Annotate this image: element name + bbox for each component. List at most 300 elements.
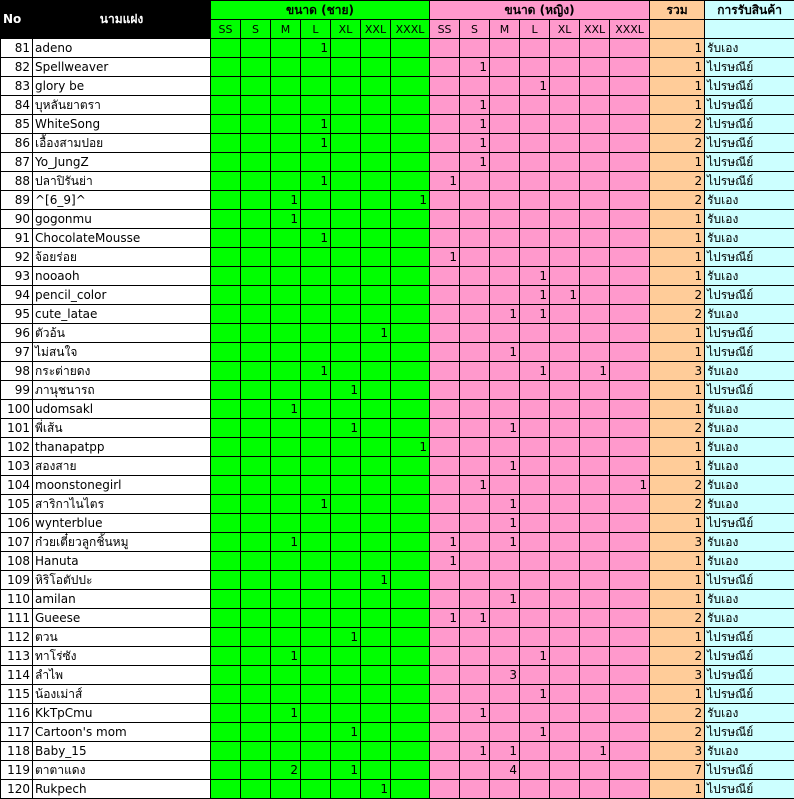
female-size-cell[interactable] (550, 191, 580, 210)
male-size-cell[interactable] (391, 400, 430, 419)
female-size-cell[interactable] (430, 153, 460, 172)
pickup-method-cell[interactable]: ไปรษณีย์ (705, 628, 794, 647)
female-size-cell[interactable] (460, 362, 490, 381)
male-size-cell[interactable] (211, 457, 241, 476)
male-size-cell[interactable] (301, 343, 331, 362)
female-size-cell[interactable]: 1 (460, 476, 490, 495)
female-size-cell[interactable] (580, 685, 610, 704)
male-size-cell[interactable] (301, 571, 331, 590)
male-size-cell[interactable] (241, 134, 271, 153)
female-size-cell[interactable] (490, 704, 520, 723)
male-size-cell[interactable] (391, 305, 430, 324)
female-size-cell[interactable] (610, 647, 650, 666)
female-size-cell[interactable] (520, 191, 550, 210)
female-size-cell[interactable] (430, 647, 460, 666)
male-size-cell[interactable] (301, 324, 331, 343)
male-size-s-header[interactable]: S (241, 20, 271, 39)
female-size-cell[interactable] (550, 248, 580, 267)
female-size-cell[interactable] (610, 666, 650, 685)
alias-cell[interactable]: ไม่สนใจ (33, 343, 211, 362)
pickup-method-cell[interactable]: ไปรษณีย์ (705, 761, 794, 780)
female-size-cell[interactable] (460, 400, 490, 419)
male-size-cell[interactable] (301, 666, 331, 685)
male-size-cell[interactable] (241, 704, 271, 723)
male-size-cell[interactable] (361, 153, 391, 172)
male-size-cell[interactable] (331, 514, 361, 533)
female-size-cell[interactable] (550, 381, 580, 400)
male-size-cell[interactable] (331, 324, 361, 343)
female-size-cell[interactable] (550, 666, 580, 685)
female-size-cell[interactable] (520, 400, 550, 419)
alias-cell[interactable]: เอื้องสามปอย (33, 134, 211, 153)
male-size-cell[interactable]: 1 (361, 780, 391, 799)
female-size-cell[interactable] (460, 723, 490, 742)
female-size-cell[interactable] (430, 362, 460, 381)
pickup-method-cell[interactable]: ไปรษณีย์ (705, 685, 794, 704)
male-size-cell[interactable] (391, 685, 430, 704)
male-size-cell[interactable] (391, 324, 430, 343)
alias-cell[interactable]: Hanuta (33, 552, 211, 571)
male-size-cell[interactable] (271, 438, 301, 457)
alias-cell[interactable]: Baby_15 (33, 742, 211, 761)
female-size-cell[interactable] (490, 381, 520, 400)
male-size-cell[interactable] (391, 514, 430, 533)
row-number-cell[interactable]: 102 (1, 438, 33, 457)
row-number-cell[interactable]: 86 (1, 134, 33, 153)
no-header[interactable]: No (1, 1, 33, 39)
female-size-cell[interactable] (430, 305, 460, 324)
female-size-cell[interactable] (610, 419, 650, 438)
total-cell[interactable]: 1 (650, 685, 705, 704)
female-size-cell[interactable] (610, 248, 650, 267)
female-size-cell[interactable] (430, 267, 460, 286)
male-size-cell[interactable] (391, 628, 430, 647)
total-cell[interactable]: 1 (650, 514, 705, 533)
female-size-cell[interactable] (430, 229, 460, 248)
female-size-cell[interactable] (430, 39, 460, 58)
male-size-cell[interactable] (241, 590, 271, 609)
female-size-cell[interactable] (520, 780, 550, 799)
female-size-cell[interactable] (610, 77, 650, 96)
male-size-cell[interactable] (331, 438, 361, 457)
female-size-cell[interactable] (580, 248, 610, 267)
total-cell[interactable]: 1 (650, 267, 705, 286)
male-size-cell[interactable] (301, 685, 331, 704)
male-size-cell[interactable] (241, 495, 271, 514)
female-size-cell[interactable] (460, 533, 490, 552)
female-size-cell[interactable] (550, 172, 580, 191)
female-size-cell[interactable] (490, 571, 520, 590)
female-size-cell[interactable] (520, 761, 550, 780)
male-size-cell[interactable] (241, 324, 271, 343)
row-number-cell[interactable]: 89 (1, 191, 33, 210)
male-size-cell[interactable]: 1 (301, 229, 331, 248)
total-cell[interactable]: 2 (650, 134, 705, 153)
male-size-cell[interactable] (361, 628, 391, 647)
male-size-cell[interactable] (211, 685, 241, 704)
pickup-method-cell[interactable]: ไปรษณีย์ (705, 647, 794, 666)
male-size-cell[interactable] (271, 381, 301, 400)
male-size-cell[interactable] (391, 609, 430, 628)
row-number-cell[interactable]: 110 (1, 590, 33, 609)
male-size-cell[interactable] (391, 571, 430, 590)
male-size-cell[interactable] (241, 533, 271, 552)
alias-cell[interactable]: ลำไพ (33, 666, 211, 685)
male-size-cell[interactable] (271, 324, 301, 343)
female-size-cell[interactable]: 1 (490, 419, 520, 438)
female-size-cell[interactable] (580, 590, 610, 609)
female-size-cell[interactable] (430, 96, 460, 115)
male-size-cell[interactable] (361, 438, 391, 457)
alias-cell[interactable]: nooaoh (33, 267, 211, 286)
male-size-cell[interactable]: 1 (301, 172, 331, 191)
female-size-cell[interactable] (490, 723, 520, 742)
female-size-cell[interactable] (490, 134, 520, 153)
male-size-cell[interactable] (211, 704, 241, 723)
male-size-xl-header[interactable]: XL (331, 20, 361, 39)
female-size-cell[interactable]: 1 (520, 286, 550, 305)
alias-cell[interactable]: ตวน (33, 628, 211, 647)
alias-cell[interactable]: ตาตาแดง (33, 761, 211, 780)
male-size-cell[interactable] (361, 96, 391, 115)
male-size-ss-header[interactable]: SS (211, 20, 241, 39)
female-size-cell[interactable] (430, 400, 460, 419)
female-size-cell[interactable] (520, 229, 550, 248)
female-size-cell[interactable]: 4 (490, 761, 520, 780)
male-size-cell[interactable]: 1 (331, 419, 361, 438)
female-size-cell[interactable] (550, 39, 580, 58)
female-size-cell[interactable] (520, 514, 550, 533)
total-cell[interactable]: 1 (650, 780, 705, 799)
male-size-cell[interactable] (211, 39, 241, 58)
alias-cell[interactable]: Cartoon's mom (33, 723, 211, 742)
female-size-cell[interactable] (460, 305, 490, 324)
total-cell[interactable]: 1 (650, 571, 705, 590)
male-size-cell[interactable] (331, 685, 361, 704)
female-size-cell[interactable] (430, 628, 460, 647)
male-size-cell[interactable] (361, 39, 391, 58)
total-header[interactable]: รวม (650, 1, 705, 20)
female-size-cell[interactable] (430, 438, 460, 457)
female-size-xl-header[interactable]: XL (550, 20, 580, 39)
male-size-cell[interactable] (271, 742, 301, 761)
female-size-cell[interactable] (550, 115, 580, 134)
alias-cell[interactable]: moonstonegirl (33, 476, 211, 495)
female-size-cell[interactable] (610, 58, 650, 77)
male-size-cell[interactable] (211, 229, 241, 248)
alias-cell[interactable]: ตัวอ้น (33, 324, 211, 343)
female-size-cell[interactable] (550, 552, 580, 571)
male-size-cell[interactable] (211, 495, 241, 514)
female-size-cell[interactable] (520, 438, 550, 457)
female-size-cell[interactable] (430, 286, 460, 305)
male-size-cell[interactable] (301, 704, 331, 723)
male-size-cell[interactable] (301, 609, 331, 628)
male-size-cell[interactable] (241, 685, 271, 704)
male-size-cell[interactable] (391, 647, 430, 666)
male-size-cell[interactable] (211, 305, 241, 324)
male-size-cell[interactable] (271, 457, 301, 476)
female-size-cell[interactable] (520, 115, 550, 134)
female-size-cell[interactable] (430, 666, 460, 685)
male-size-cell[interactable] (271, 267, 301, 286)
male-size-cell[interactable]: 1 (301, 495, 331, 514)
male-size-cell[interactable] (391, 343, 430, 362)
male-size-cell[interactable] (241, 742, 271, 761)
female-size-cell[interactable]: 1 (490, 457, 520, 476)
male-size-cell[interactable] (211, 438, 241, 457)
male-size-cell[interactable] (391, 210, 430, 229)
female-size-cell[interactable] (430, 495, 460, 514)
female-size-cell[interactable] (610, 495, 650, 514)
male-size-cell[interactable] (241, 628, 271, 647)
male-size-cell[interactable] (271, 286, 301, 305)
female-size-cell[interactable] (490, 609, 520, 628)
male-size-cell[interactable] (331, 571, 361, 590)
female-size-cell[interactable] (580, 647, 610, 666)
female-size-cell[interactable] (520, 381, 550, 400)
pickup-method-cell[interactable]: รับเอง (705, 419, 794, 438)
female-size-cell[interactable] (550, 647, 580, 666)
alias-cell[interactable]: ^[6_9]^ (33, 191, 211, 210)
pickup-method-cell[interactable]: รับเอง (705, 305, 794, 324)
female-size-cell[interactable] (580, 134, 610, 153)
female-size-cell[interactable] (520, 742, 550, 761)
male-size-cell[interactable] (391, 58, 430, 77)
pickup-method-cell[interactable]: รับเอง (705, 533, 794, 552)
pickup-method-cell[interactable]: ไปรษณีย์ (705, 77, 794, 96)
female-size-cell[interactable] (490, 58, 520, 77)
total-cell[interactable]: 1 (650, 381, 705, 400)
female-size-cell[interactable] (490, 96, 520, 115)
male-size-cell[interactable] (301, 628, 331, 647)
female-size-cell[interactable] (490, 39, 520, 58)
alias-cell[interactable]: บุหลันยาตรา (33, 96, 211, 115)
male-size-cell[interactable] (331, 210, 361, 229)
female-size-cell[interactable] (580, 210, 610, 229)
male-size-cell[interactable] (211, 77, 241, 96)
male-size-cell[interactable] (361, 115, 391, 134)
male-size-cell[interactable] (211, 248, 241, 267)
male-size-cell[interactable] (391, 267, 430, 286)
female-size-cell[interactable] (430, 115, 460, 134)
female-size-cell[interactable] (520, 419, 550, 438)
male-size-cell[interactable] (241, 96, 271, 115)
female-size-cell[interactable]: 1 (430, 172, 460, 191)
row-number-cell[interactable]: 94 (1, 286, 33, 305)
male-size-cell[interactable] (361, 267, 391, 286)
male-size-cell[interactable] (361, 286, 391, 305)
row-number-cell[interactable]: 106 (1, 514, 33, 533)
pickup-method-cell[interactable]: ไปรษณีย์ (705, 248, 794, 267)
alias-cell[interactable]: หิริโอตัปปะ (33, 571, 211, 590)
female-size-header[interactable]: ขนาด (หญิง) (430, 1, 650, 20)
female-size-cell[interactable] (550, 134, 580, 153)
male-size-cell[interactable] (361, 400, 391, 419)
female-size-cell[interactable] (520, 552, 550, 571)
male-size-cell[interactable] (391, 780, 430, 799)
alias-cell[interactable]: สองสาย (33, 457, 211, 476)
male-size-cell[interactable] (331, 77, 361, 96)
male-size-cell[interactable] (211, 476, 241, 495)
male-size-cell[interactable] (331, 362, 361, 381)
male-size-cell[interactable] (211, 191, 241, 210)
female-size-cell[interactable] (610, 761, 650, 780)
male-size-cell[interactable] (271, 419, 301, 438)
male-size-cell[interactable] (241, 248, 271, 267)
male-size-cell[interactable] (391, 533, 430, 552)
male-size-cell[interactable] (211, 514, 241, 533)
female-size-cell[interactable] (520, 343, 550, 362)
female-size-cell[interactable] (520, 134, 550, 153)
female-size-cell[interactable]: 1 (430, 552, 460, 571)
row-number-cell[interactable]: 117 (1, 723, 33, 742)
male-size-cell[interactable] (391, 419, 430, 438)
female-size-cell[interactable] (490, 362, 520, 381)
female-size-cell[interactable]: 1 (490, 305, 520, 324)
male-size-cell[interactable] (271, 723, 301, 742)
male-size-cell[interactable] (331, 590, 361, 609)
alias-cell[interactable]: amilan (33, 590, 211, 609)
female-size-cell[interactable] (550, 742, 580, 761)
female-size-cell[interactable] (580, 96, 610, 115)
female-size-cell[interactable] (520, 666, 550, 685)
male-size-cell[interactable] (211, 381, 241, 400)
male-size-cell[interactable] (301, 761, 331, 780)
female-size-cell[interactable] (490, 400, 520, 419)
female-size-cell[interactable] (580, 286, 610, 305)
male-size-cell[interactable] (241, 780, 271, 799)
pickup-method-cell[interactable]: รับเอง (705, 362, 794, 381)
male-size-cell[interactable] (331, 153, 361, 172)
female-size-cell[interactable] (430, 723, 460, 742)
female-size-cell[interactable] (430, 590, 460, 609)
female-size-cell[interactable] (550, 77, 580, 96)
female-size-cell[interactable] (490, 229, 520, 248)
male-size-cell[interactable] (271, 96, 301, 115)
female-size-cell[interactable] (550, 438, 580, 457)
alias-cell[interactable]: สาริกาไนไตร (33, 495, 211, 514)
male-size-cell[interactable]: 1 (271, 647, 301, 666)
total-cell[interactable]: 1 (650, 628, 705, 647)
female-size-cell[interactable]: 1 (490, 533, 520, 552)
female-size-cell[interactable] (580, 267, 610, 286)
male-size-cell[interactable]: 1 (331, 723, 361, 742)
pickup-method-cell[interactable]: รับเอง (705, 704, 794, 723)
male-size-cell[interactable] (361, 666, 391, 685)
female-size-cell[interactable] (580, 609, 610, 628)
male-size-cell[interactable] (301, 780, 331, 799)
male-size-cell[interactable] (361, 381, 391, 400)
male-size-cell[interactable] (211, 400, 241, 419)
male-size-cell[interactable] (241, 77, 271, 96)
male-size-l-header[interactable]: L (301, 20, 331, 39)
total-cell[interactable]: 1 (650, 400, 705, 419)
female-size-cell[interactable] (490, 647, 520, 666)
alias-cell[interactable]: Spellweaver (33, 58, 211, 77)
female-size-cell[interactable] (520, 58, 550, 77)
female-size-cell[interactable] (520, 495, 550, 514)
male-size-cell[interactable] (271, 514, 301, 533)
male-size-cell[interactable] (391, 723, 430, 742)
female-size-cell[interactable] (550, 457, 580, 476)
male-size-cell[interactable]: 1 (271, 191, 301, 210)
female-size-cell[interactable] (610, 685, 650, 704)
male-size-cell[interactable] (391, 381, 430, 400)
female-size-cell[interactable] (520, 590, 550, 609)
female-size-cell[interactable] (610, 704, 650, 723)
female-size-cell[interactable] (430, 324, 460, 343)
female-size-cell[interactable] (550, 685, 580, 704)
male-size-cell[interactable] (241, 362, 271, 381)
female-size-cell[interactable] (580, 343, 610, 362)
female-size-cell[interactable]: 1 (430, 248, 460, 267)
total-cell[interactable]: 1 (650, 229, 705, 248)
male-size-cell[interactable]: 1 (361, 324, 391, 343)
female-size-cell[interactable] (460, 666, 490, 685)
female-size-cell[interactable] (580, 438, 610, 457)
female-size-cell[interactable] (610, 571, 650, 590)
female-size-cell[interactable] (460, 590, 490, 609)
female-size-cell[interactable] (430, 77, 460, 96)
female-size-cell[interactable] (520, 153, 550, 172)
female-size-cell[interactable]: 1 (520, 647, 550, 666)
male-size-cell[interactable] (241, 647, 271, 666)
male-size-cell[interactable] (211, 324, 241, 343)
alias-cell[interactable]: น้องเม่าส์ (33, 685, 211, 704)
male-size-cell[interactable] (331, 552, 361, 571)
female-size-cell[interactable] (430, 134, 460, 153)
male-size-cell[interactable]: 1 (301, 39, 331, 58)
total-cell[interactable]: 2 (650, 286, 705, 305)
female-size-cell[interactable] (550, 153, 580, 172)
female-size-cell[interactable] (550, 723, 580, 742)
total-cell[interactable]: 3 (650, 742, 705, 761)
female-size-cell[interactable] (430, 191, 460, 210)
male-size-cell[interactable] (331, 115, 361, 134)
female-size-cell[interactable]: 1 (490, 514, 520, 533)
name-header[interactable]: นามแฝง (33, 1, 211, 39)
row-number-cell[interactable]: 81 (1, 39, 33, 58)
male-size-cell[interactable] (211, 343, 241, 362)
total-cell[interactable]: 1 (650, 590, 705, 609)
male-size-cell[interactable] (391, 229, 430, 248)
male-size-cell[interactable] (211, 533, 241, 552)
female-size-cell[interactable] (460, 514, 490, 533)
male-size-cell[interactable] (391, 172, 430, 191)
male-size-cell[interactable] (271, 571, 301, 590)
row-number-cell[interactable]: 99 (1, 381, 33, 400)
female-size-cell[interactable] (430, 457, 460, 476)
female-size-cell[interactable]: 1 (460, 58, 490, 77)
male-size-cell[interactable] (361, 742, 391, 761)
male-size-cell[interactable] (331, 647, 361, 666)
female-size-cell[interactable] (610, 533, 650, 552)
male-size-cell[interactable]: 1 (331, 761, 361, 780)
male-size-cell[interactable] (211, 362, 241, 381)
female-size-cell[interactable] (580, 191, 610, 210)
pickup-method-cell[interactable]: ไปรษณีย์ (705, 115, 794, 134)
male-size-cell[interactable] (271, 343, 301, 362)
alias-cell[interactable]: พี่เส้น (33, 419, 211, 438)
female-size-cell[interactable]: 1 (520, 685, 550, 704)
female-size-cell[interactable] (550, 609, 580, 628)
total-cell[interactable]: 1 (650, 438, 705, 457)
male-size-cell[interactable] (301, 476, 331, 495)
pickup-method-cell[interactable]: รับเอง (705, 552, 794, 571)
alias-cell[interactable]: Yo_JungZ (33, 153, 211, 172)
row-number-cell[interactable]: 82 (1, 58, 33, 77)
